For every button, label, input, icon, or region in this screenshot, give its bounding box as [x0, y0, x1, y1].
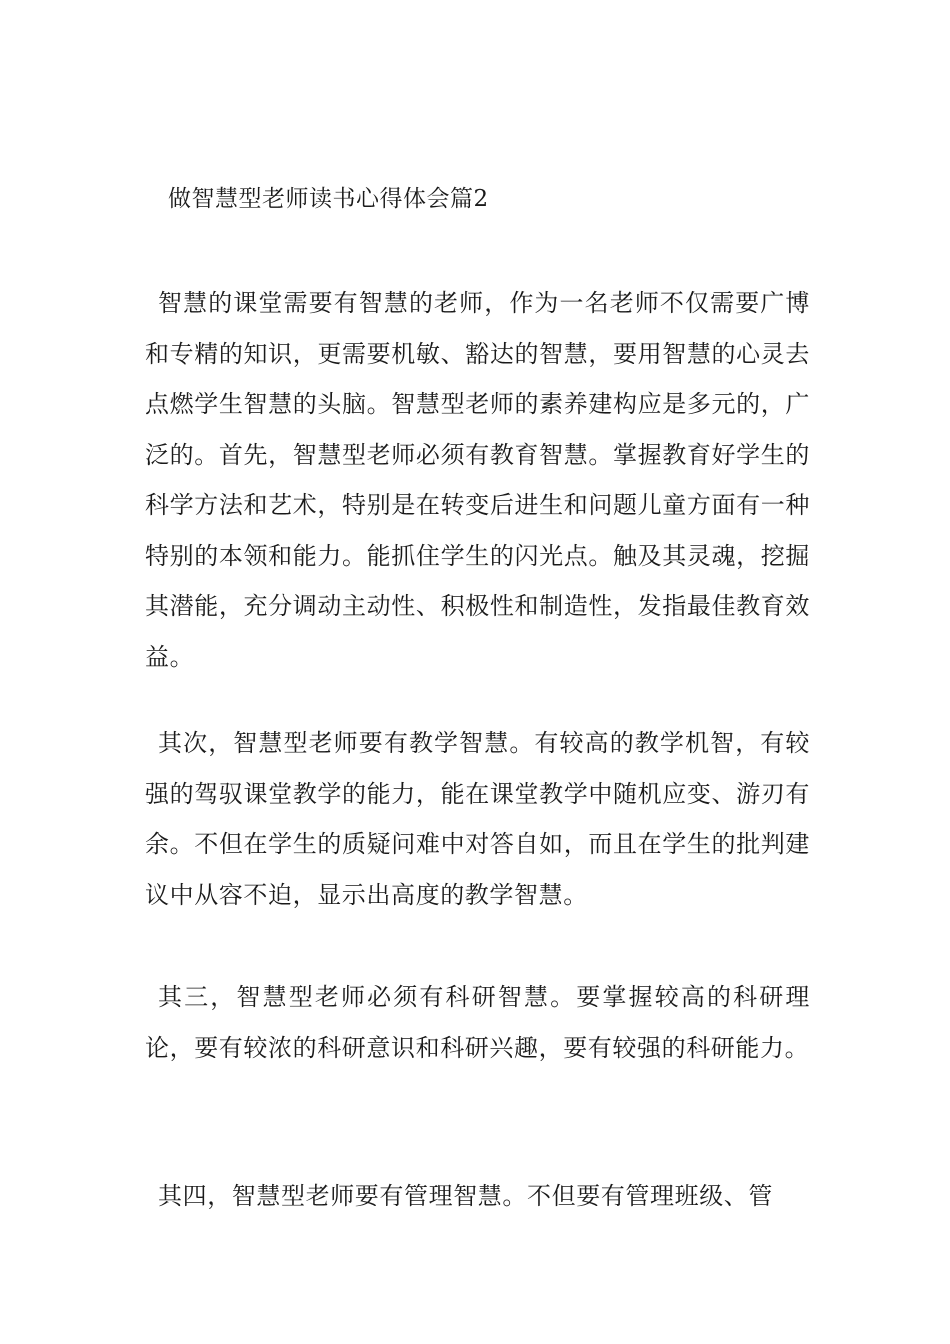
paragraph: 智慧的课堂需要有智慧的老师，作为一名老师不仅需要广博和专精的知识，更需要机敏、豁达的智慧，要用智慧的心灵去点燃学生智慧的头脑。智慧型老师的素养建构应是多元的，广泛的。首先，智慧型老师必须有教育智慧。掌握教育好学生的科学方法和艺术，特别是在转变后进生和问题儿童方面有一种特别的本领和能力。能抓住学生的闪光点。触及其灵魂，挖掘其潜能，充分调动主动性、积极性和制造性，发指最佳教育效益。	[145, 289, 810, 671]
document-title: 做智慧型老师读书心得体会篇2	[168, 186, 489, 212]
paragraph: 其三，智慧型老师必须有科研智慧。要掌握较高的科研理论，要有较浓的科研意识和科研兴趣，要有较强的科研能力。	[145, 983, 810, 1062]
paragraph: 其四，智慧型老师要有管理智慧。不但要有管理班级、管	[158, 1182, 773, 1210]
paragraph: 其次，智慧型老师要有教学智慧。有较高的教学机智，有较强的驾驭课堂教学的能力，能在课堂教学中随机应变、游刃有余。不但在学生的质疑问难中对答自如，而且在学生的批判建议中从容不迫，显示出高度的教学智慧。	[145, 729, 810, 909]
